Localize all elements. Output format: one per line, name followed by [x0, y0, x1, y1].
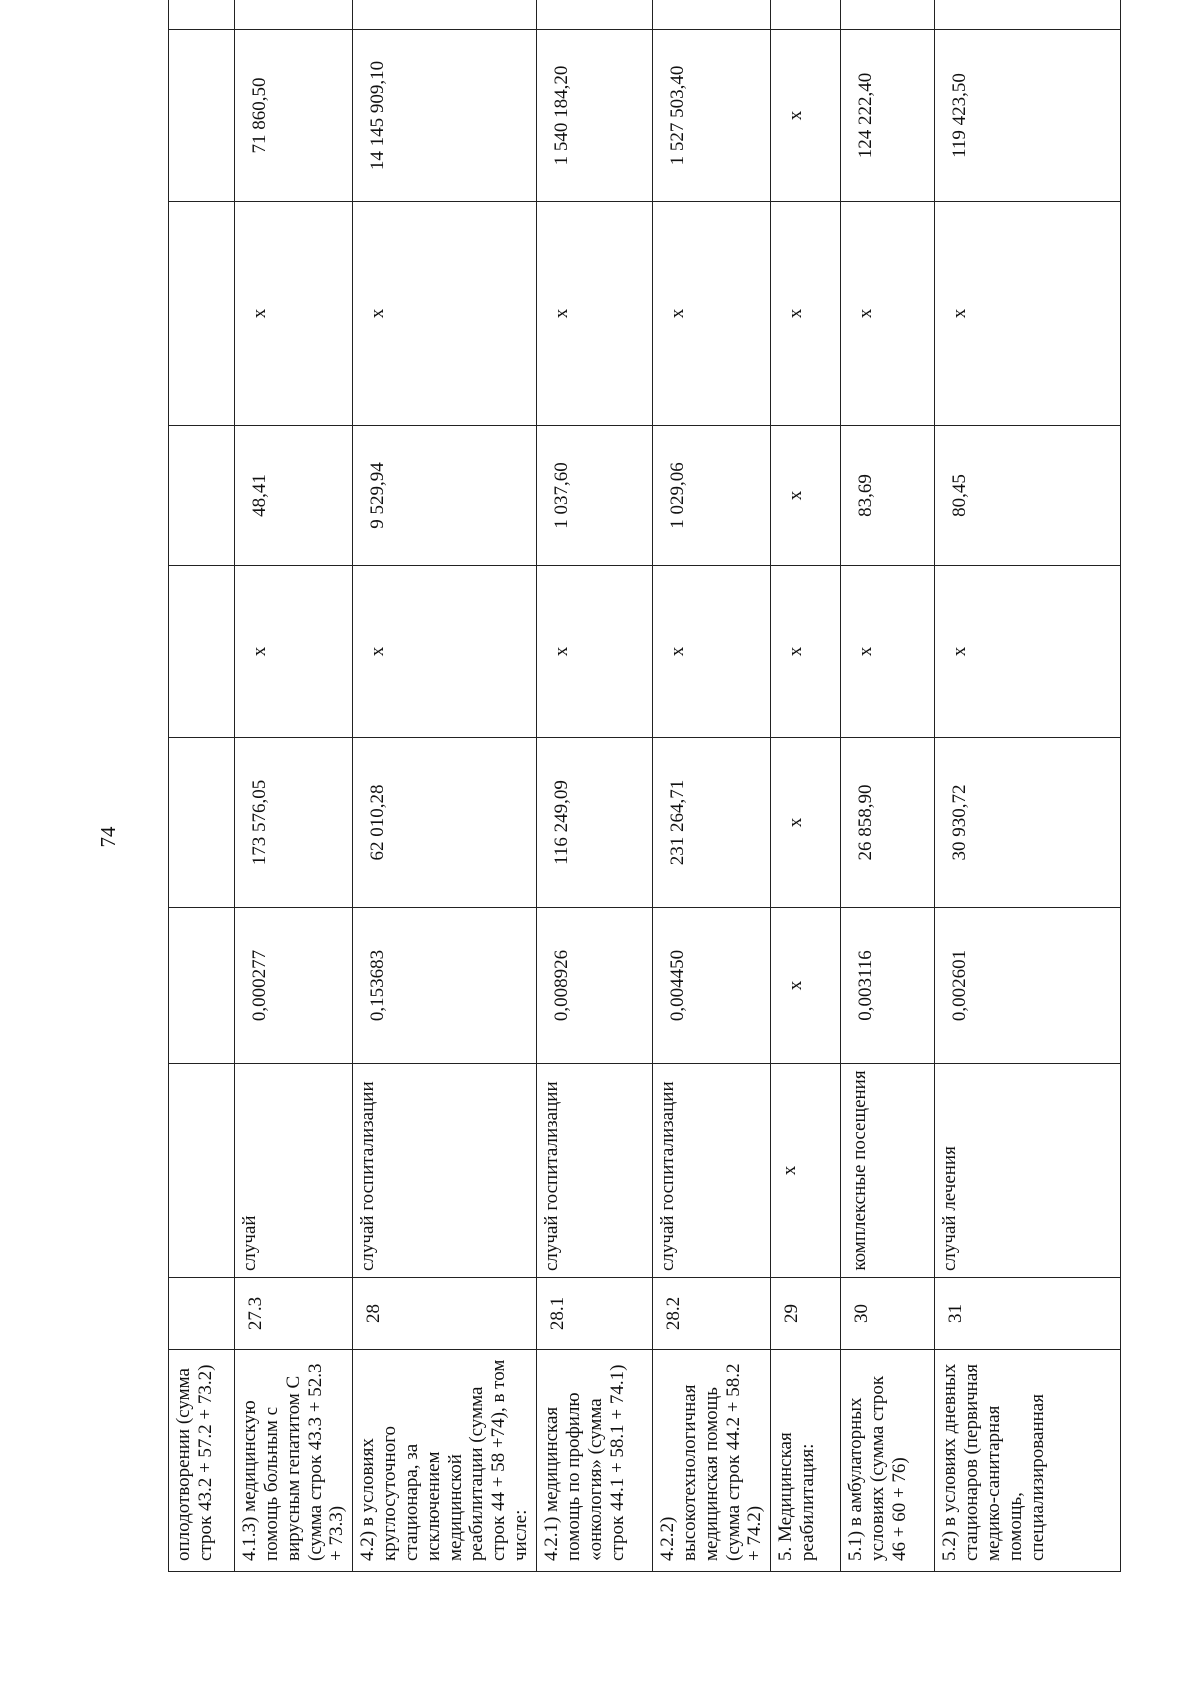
row-col10-cell	[841, 0, 935, 30]
row-col9-cell: 1 527 503,40	[652, 30, 770, 202]
row-col8-cell: x	[841, 202, 935, 426]
row-cost-cell	[169, 738, 235, 908]
page-number: 74	[96, 826, 120, 848]
row-code-cell: 31	[935, 1278, 1121, 1350]
data-table	[168, 0, 1121, 1572]
row-unit-cell: случай госпитализации	[353, 1064, 537, 1278]
row-col7-cell: 9 529,94	[353, 426, 537, 566]
table-row	[536, 0, 652, 1572]
row-col6-cell	[169, 566, 235, 738]
row-col6-cell: x	[652, 566, 770, 738]
row-col8-cell: x	[536, 202, 652, 426]
row-code-cell: 29	[771, 1278, 841, 1350]
row-volume-cell: 0,153683	[353, 908, 537, 1064]
row-cost-cell: 26 858,90	[841, 738, 935, 908]
row-col9-cell: 71 860,50	[235, 30, 353, 202]
row-name-cell: 5.1) в амбулаторных условиях (сумма строк 46 + 60 + 76)	[841, 1350, 935, 1572]
row-col6-cell: x	[841, 566, 935, 738]
row-code-cell	[169, 1278, 235, 1350]
row-col8-cell: x	[235, 202, 353, 426]
row-volume-cell: x	[771, 908, 841, 1064]
row-col6-cell: x	[536, 566, 652, 738]
row-col6-cell: x	[353, 566, 537, 738]
row-volume-cell: 0,008926	[536, 908, 652, 1064]
row-cost-cell: 30 930,72	[935, 738, 1121, 908]
row-col9-cell	[169, 30, 235, 202]
table-row	[353, 0, 537, 1572]
table-row	[169, 0, 235, 1572]
row-unit-cell	[169, 1064, 235, 1278]
row-col10-cell	[771, 0, 841, 30]
row-unit-cell: x	[771, 1064, 841, 1278]
row-name-cell: оплодотворении (сумма строк 43.2 + 57.2 + 73.2)	[169, 1350, 235, 1572]
row-col6-cell: x	[235, 566, 353, 738]
row-name-cell: 4.2.2) высокотехнологичная медицинская помощь (сумма строк 44.2 + 58.2 + 74.2)	[652, 1350, 770, 1572]
table-row	[235, 0, 353, 1572]
row-cost-cell: 116 249,09	[536, 738, 652, 908]
row-col7-cell: 48,41	[235, 426, 353, 566]
table-row	[935, 0, 1121, 1572]
row-col8-cell: x	[935, 202, 1121, 426]
row-cost-cell: 173 576,05	[235, 738, 353, 908]
row-code-cell: 30	[841, 1278, 935, 1350]
row-col10-cell	[169, 0, 235, 30]
row-code-cell: 27.3	[235, 1278, 353, 1350]
table-row	[652, 0, 770, 1572]
row-col8-cell: x	[771, 202, 841, 426]
row-col8-cell: x	[652, 202, 770, 426]
row-col7-cell: 1 029,06	[652, 426, 770, 566]
row-volume-cell: 0,004450	[652, 908, 770, 1064]
row-col9-cell: 124 222,40	[841, 30, 935, 202]
rotated-table-container	[168, 60, 1088, 1572]
row-col6-cell: x	[935, 566, 1121, 738]
row-name-cell: 4.2.1) медицинская помощь по профилю «онкология» (сумма строк 44.1 + 58.1 + 74.1)	[536, 1350, 652, 1572]
row-code-cell: 28.2	[652, 1278, 770, 1350]
row-unit-cell: случай	[235, 1064, 353, 1278]
row-col9-cell: x	[771, 30, 841, 202]
row-volume-cell	[169, 908, 235, 1064]
row-name-cell: 5. Медицинская реабилитация:	[771, 1350, 841, 1572]
row-col7-cell: 1 037,60	[536, 426, 652, 566]
row-col9-cell: 119 423,50	[935, 30, 1121, 202]
row-unit-cell: случай госпитализации	[652, 1064, 770, 1278]
row-col7-cell	[169, 426, 235, 566]
row-col10-cell	[652, 0, 770, 30]
row-code-cell: 28	[353, 1278, 537, 1350]
row-col10-cell	[536, 0, 652, 30]
row-col6-cell: x	[771, 566, 841, 738]
row-code-cell: 28.1	[536, 1278, 652, 1350]
row-col9-cell: 14 145 909,10	[353, 30, 537, 202]
row-col10-cell	[235, 0, 353, 30]
row-cost-cell: 62 010,28	[353, 738, 537, 908]
row-col10-cell	[935, 0, 1121, 30]
row-col10-cell	[353, 0, 537, 30]
table-row	[771, 0, 841, 1572]
row-volume-cell: 0,002601	[935, 908, 1121, 1064]
row-volume-cell: 0,000277	[235, 908, 353, 1064]
row-name-cell: 5.2) в условиях дневных стационаров (первичная медико-санитарная помощь, специализированная	[935, 1350, 1121, 1572]
row-name-cell: 4.2) в условиях круглосуточного стационара, за исключением медицинской реабилитации (сумма строк 44 + 58 +74), в том числе:	[353, 1350, 537, 1572]
row-unit-cell: комплексные посещения	[841, 1064, 935, 1278]
row-unit-cell: случай госпитализации	[536, 1064, 652, 1278]
row-col8-cell	[169, 202, 235, 426]
row-unit-cell: случай лечения	[935, 1064, 1121, 1278]
row-name-cell: 4.1.3) медицинскую помощь больным с вирусным гепатитом С (сумма строк 43.3 + 52.3 + 73.3)	[235, 1350, 353, 1572]
row-cost-cell: x	[771, 738, 841, 908]
row-cost-cell: 231 264,71	[652, 738, 770, 908]
row-col7-cell: 83,69	[841, 426, 935, 566]
row-col8-cell: x	[353, 202, 537, 426]
row-col9-cell: 1 540 184,20	[536, 30, 652, 202]
row-volume-cell: 0,003116	[841, 908, 935, 1064]
row-col7-cell: 80,45	[935, 426, 1121, 566]
table-row	[841, 0, 935, 1572]
row-col7-cell: x	[771, 426, 841, 566]
